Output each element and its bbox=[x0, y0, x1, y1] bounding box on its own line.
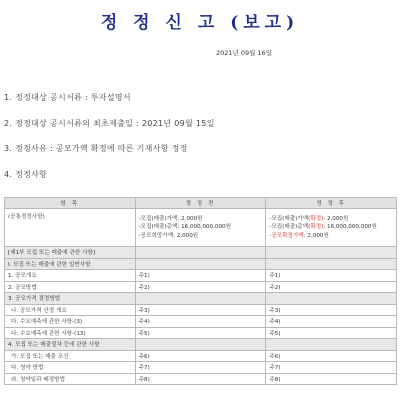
common-before bbox=[135, 209, 266, 247]
row-after bbox=[266, 293, 397, 305]
row-label: 다. 청약 방법 bbox=[5, 362, 136, 374]
document-title: 정 정 신 고 (보고) bbox=[100, 13, 300, 33]
row-before: 주7) bbox=[135, 362, 266, 374]
row-before bbox=[135, 247, 266, 259]
table-header-row bbox=[5, 198, 397, 209]
row-after: 주2) bbox=[266, 281, 397, 293]
row-before: 주3) bbox=[135, 304, 266, 316]
common-correction-row bbox=[5, 209, 397, 247]
after-total: -모집(매출)총액(확정): 16,000,000,000원 bbox=[269, 224, 377, 231]
item-target-document: 1. 정정대상 공시서류 : 투자설명서 bbox=[4, 93, 131, 102]
row-label: 가. 모집 또는 매출 조건 bbox=[5, 350, 136, 362]
item-correction-details: 4. 정정사항 bbox=[4, 170, 48, 179]
header-before: 정 정 전 bbox=[135, 198, 266, 209]
row-label: I. 모집 또는 매출에 관한 일반사항 bbox=[5, 258, 136, 270]
row-label: 라. 청약일과 배정방법 bbox=[5, 373, 136, 385]
table-row bbox=[5, 293, 397, 305]
confirmed-tag: (확정) bbox=[308, 224, 324, 231]
row-label: 나. 공모가격 산정 개요 bbox=[5, 304, 136, 316]
row-label: [제1부 모집 또는 매출에 관한 사항] bbox=[5, 247, 136, 259]
row-before: 주6) bbox=[135, 350, 266, 362]
row-after bbox=[266, 258, 397, 270]
row-label: 다. 수요예측에 관한 사항-(3) bbox=[5, 316, 136, 328]
table-row bbox=[5, 304, 397, 316]
row-before bbox=[135, 258, 266, 270]
table-row bbox=[5, 281, 397, 293]
row-before: 주2) bbox=[135, 281, 266, 293]
row-before: 주5) bbox=[135, 327, 266, 339]
row-before: 주8) bbox=[135, 373, 266, 385]
before-price: -모집(매출)가액: 2,000원 bbox=[138, 216, 203, 223]
table-row bbox=[5, 258, 397, 270]
report-date: 2021년 09월 16일 bbox=[215, 49, 272, 57]
table-row bbox=[5, 350, 397, 362]
table-row bbox=[5, 247, 397, 259]
row-after: 주6) bbox=[266, 350, 397, 362]
row-after: 주1) bbox=[266, 270, 397, 282]
table-row bbox=[5, 339, 397, 351]
table-row bbox=[5, 270, 397, 282]
common-after bbox=[266, 209, 397, 247]
header-item: 항 목 bbox=[5, 198, 136, 209]
header-after: 정 정 후 bbox=[266, 198, 397, 209]
row-after: 주4) bbox=[266, 316, 397, 328]
row-before bbox=[135, 293, 266, 305]
row-label: 1. 공모개요 bbox=[5, 270, 136, 282]
after-final-price: -공모확정가액: 2,000원 bbox=[269, 232, 329, 239]
row-after: 주3) bbox=[266, 304, 397, 316]
row-label: 4. 모집 또는 매출절차 등에 관한 사항 bbox=[5, 339, 136, 351]
common-label: (공통정정사항) bbox=[5, 209, 136, 247]
correction-table bbox=[4, 197, 397, 385]
table-row bbox=[5, 316, 397, 328]
row-before: 주1) bbox=[135, 270, 266, 282]
table-row bbox=[5, 362, 397, 374]
before-total: -모집(매출)총액: 16,000,000,000원 bbox=[138, 224, 232, 231]
after-price: -모집(매출)가액(확정): 2,000원 bbox=[269, 216, 349, 223]
row-before: 주4) bbox=[135, 316, 266, 328]
row-after: 주7) bbox=[266, 362, 397, 374]
table-row bbox=[5, 327, 397, 339]
row-after bbox=[266, 247, 397, 259]
item-correction-reason: 3. 정정사유 : 공모가액 확정에 따른 기재사항 정정 bbox=[4, 144, 188, 153]
row-label: 2. 공모방법 bbox=[5, 281, 136, 293]
row-after: 주8) bbox=[266, 373, 397, 385]
before-desired-price: -공모희망가액: 2,000원 bbox=[138, 232, 199, 239]
row-after bbox=[266, 339, 397, 351]
row-label: 3. 공모가격 결정방법 bbox=[5, 293, 136, 305]
confirmed-tag: (확정) bbox=[308, 216, 324, 223]
item-first-submission: 2. 정정대상 공시서류의 최초제출일 : 2021년 09월 15일 bbox=[4, 119, 215, 128]
row-label: 다. 수요예측에 관한 사항-(13) bbox=[5, 327, 136, 339]
table-row bbox=[5, 373, 397, 385]
row-before bbox=[135, 339, 266, 351]
row-after: 주5) bbox=[266, 327, 397, 339]
